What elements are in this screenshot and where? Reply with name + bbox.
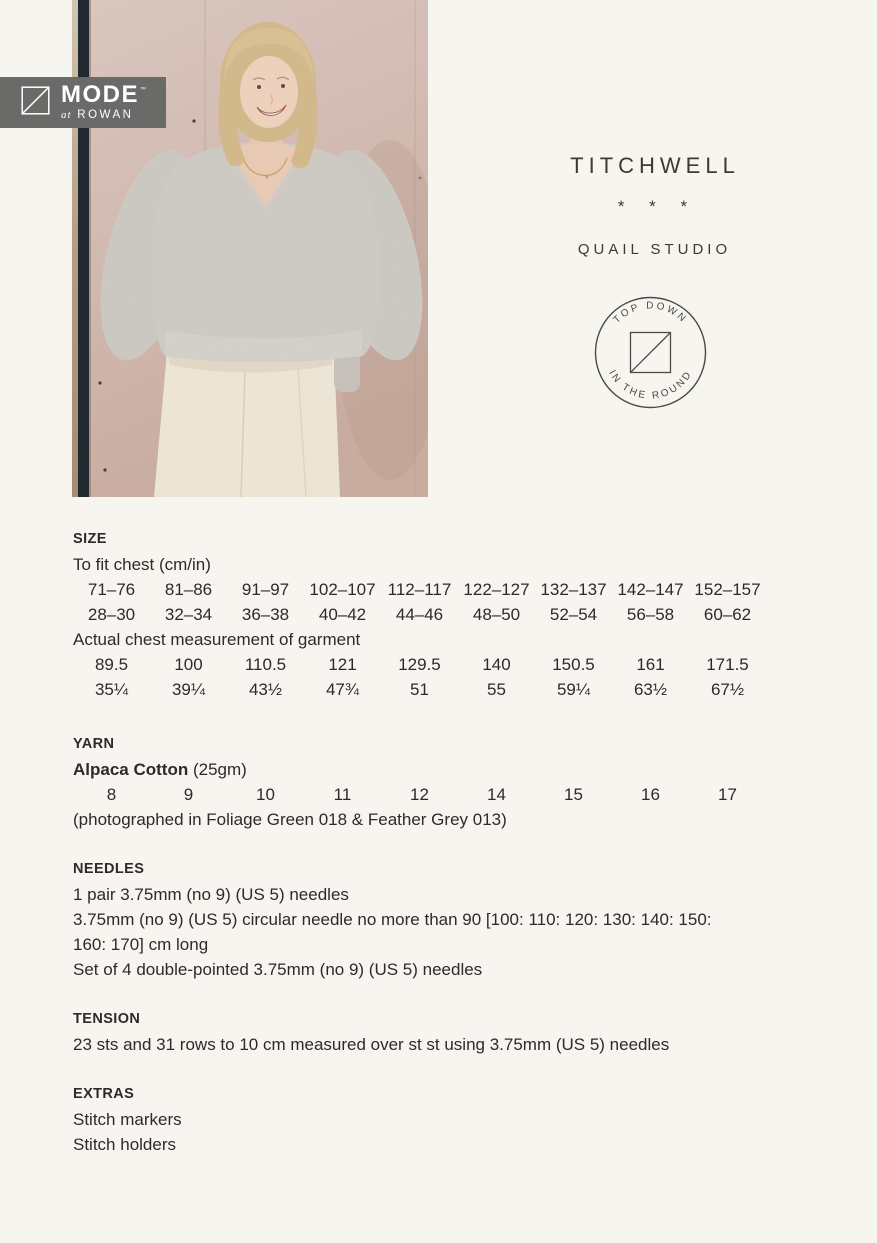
tension-heading: TENSION xyxy=(73,1011,141,1027)
extras-section xyxy=(73,1082,766,1157)
fit-chest-in-row: 28–30 32–34 36–38 40–42 44–46 48–50 52–54 56–58 60–62 xyxy=(87,605,752,624)
tension-line: 23 sts and 31 rows to 10 cm measured over st st using 3.75mm (US 5) needles xyxy=(73,1035,670,1054)
trademark-mark: ™ xyxy=(140,87,146,94)
brand-name: MODE™ xyxy=(61,81,146,109)
needles-line: Set of 4 double-pointed 3.75mm (no 9) (US 5) needles xyxy=(73,960,483,979)
yarn-quantities-row: 8 9 10 11 12 14 15 16 17 xyxy=(106,785,737,804)
square-diagonal-icon xyxy=(21,86,50,120)
fit-chest-label: To fit chest (cm/in) xyxy=(73,555,211,574)
top-down-in-the-round-stamp xyxy=(593,295,708,410)
pattern-title: TITCHWELL xyxy=(570,153,740,178)
needles-section xyxy=(73,857,766,982)
actual-chest-cm-row: 89.5 100 110.5 121 129.5 140 150.5 161 171.5 xyxy=(94,655,749,674)
yarn-photo-note: (photographed in Foliage Green 018 & Feather Grey 013) xyxy=(73,810,507,829)
extras-line: Stitch markers xyxy=(73,1110,182,1129)
needles-line: 1 pair 3.75mm (no 9) (US 5) needles xyxy=(73,885,349,904)
yarn-section xyxy=(73,732,766,832)
stamp-bottom-text: IN THE ROUND xyxy=(606,368,695,402)
stamp-top-text: TOP DOWN xyxy=(611,300,690,326)
needles-line: 160: 170] cm long xyxy=(73,935,209,954)
extras-heading: EXTRAS xyxy=(73,1086,135,1102)
tension-section xyxy=(73,1007,766,1057)
actual-chest-label: Actual chest measurement of garment xyxy=(73,630,361,649)
yarn-heading: YARN xyxy=(73,736,115,752)
needles-heading: NEEDLES xyxy=(73,861,145,877)
designer-name: QUAIL STUDIO xyxy=(577,241,732,258)
mode-at-rowan-badge xyxy=(0,77,166,128)
yarn-name: Alpaca Cotton xyxy=(73,760,189,779)
model-photo xyxy=(72,0,428,497)
yarn-name-line xyxy=(73,757,766,782)
size-heading: SIZE xyxy=(73,531,107,547)
difficulty-stars: * * * xyxy=(617,197,698,216)
extras-line: Stitch holders xyxy=(73,1135,176,1154)
fit-chest-cm-row: 71–76 81–86 91–97 102–107 112–117 122–127 132–137 142–147 152–157 xyxy=(87,580,761,599)
yarn-weight: (25gm) xyxy=(188,760,247,779)
brand-subtitle: at ROWAN xyxy=(61,109,134,122)
needles-line: 3.75mm (no 9) (US 5) circular needle no more than 90 [100: 110: 120: 130: 140: 150: xyxy=(73,910,712,929)
square-diagonal-icon xyxy=(631,333,671,373)
actual-chest-in-row: 35¼ 39¼ 43½ 47¾ 51 55 59¼ 63½ 67½ xyxy=(94,680,745,699)
size-section xyxy=(73,527,766,702)
